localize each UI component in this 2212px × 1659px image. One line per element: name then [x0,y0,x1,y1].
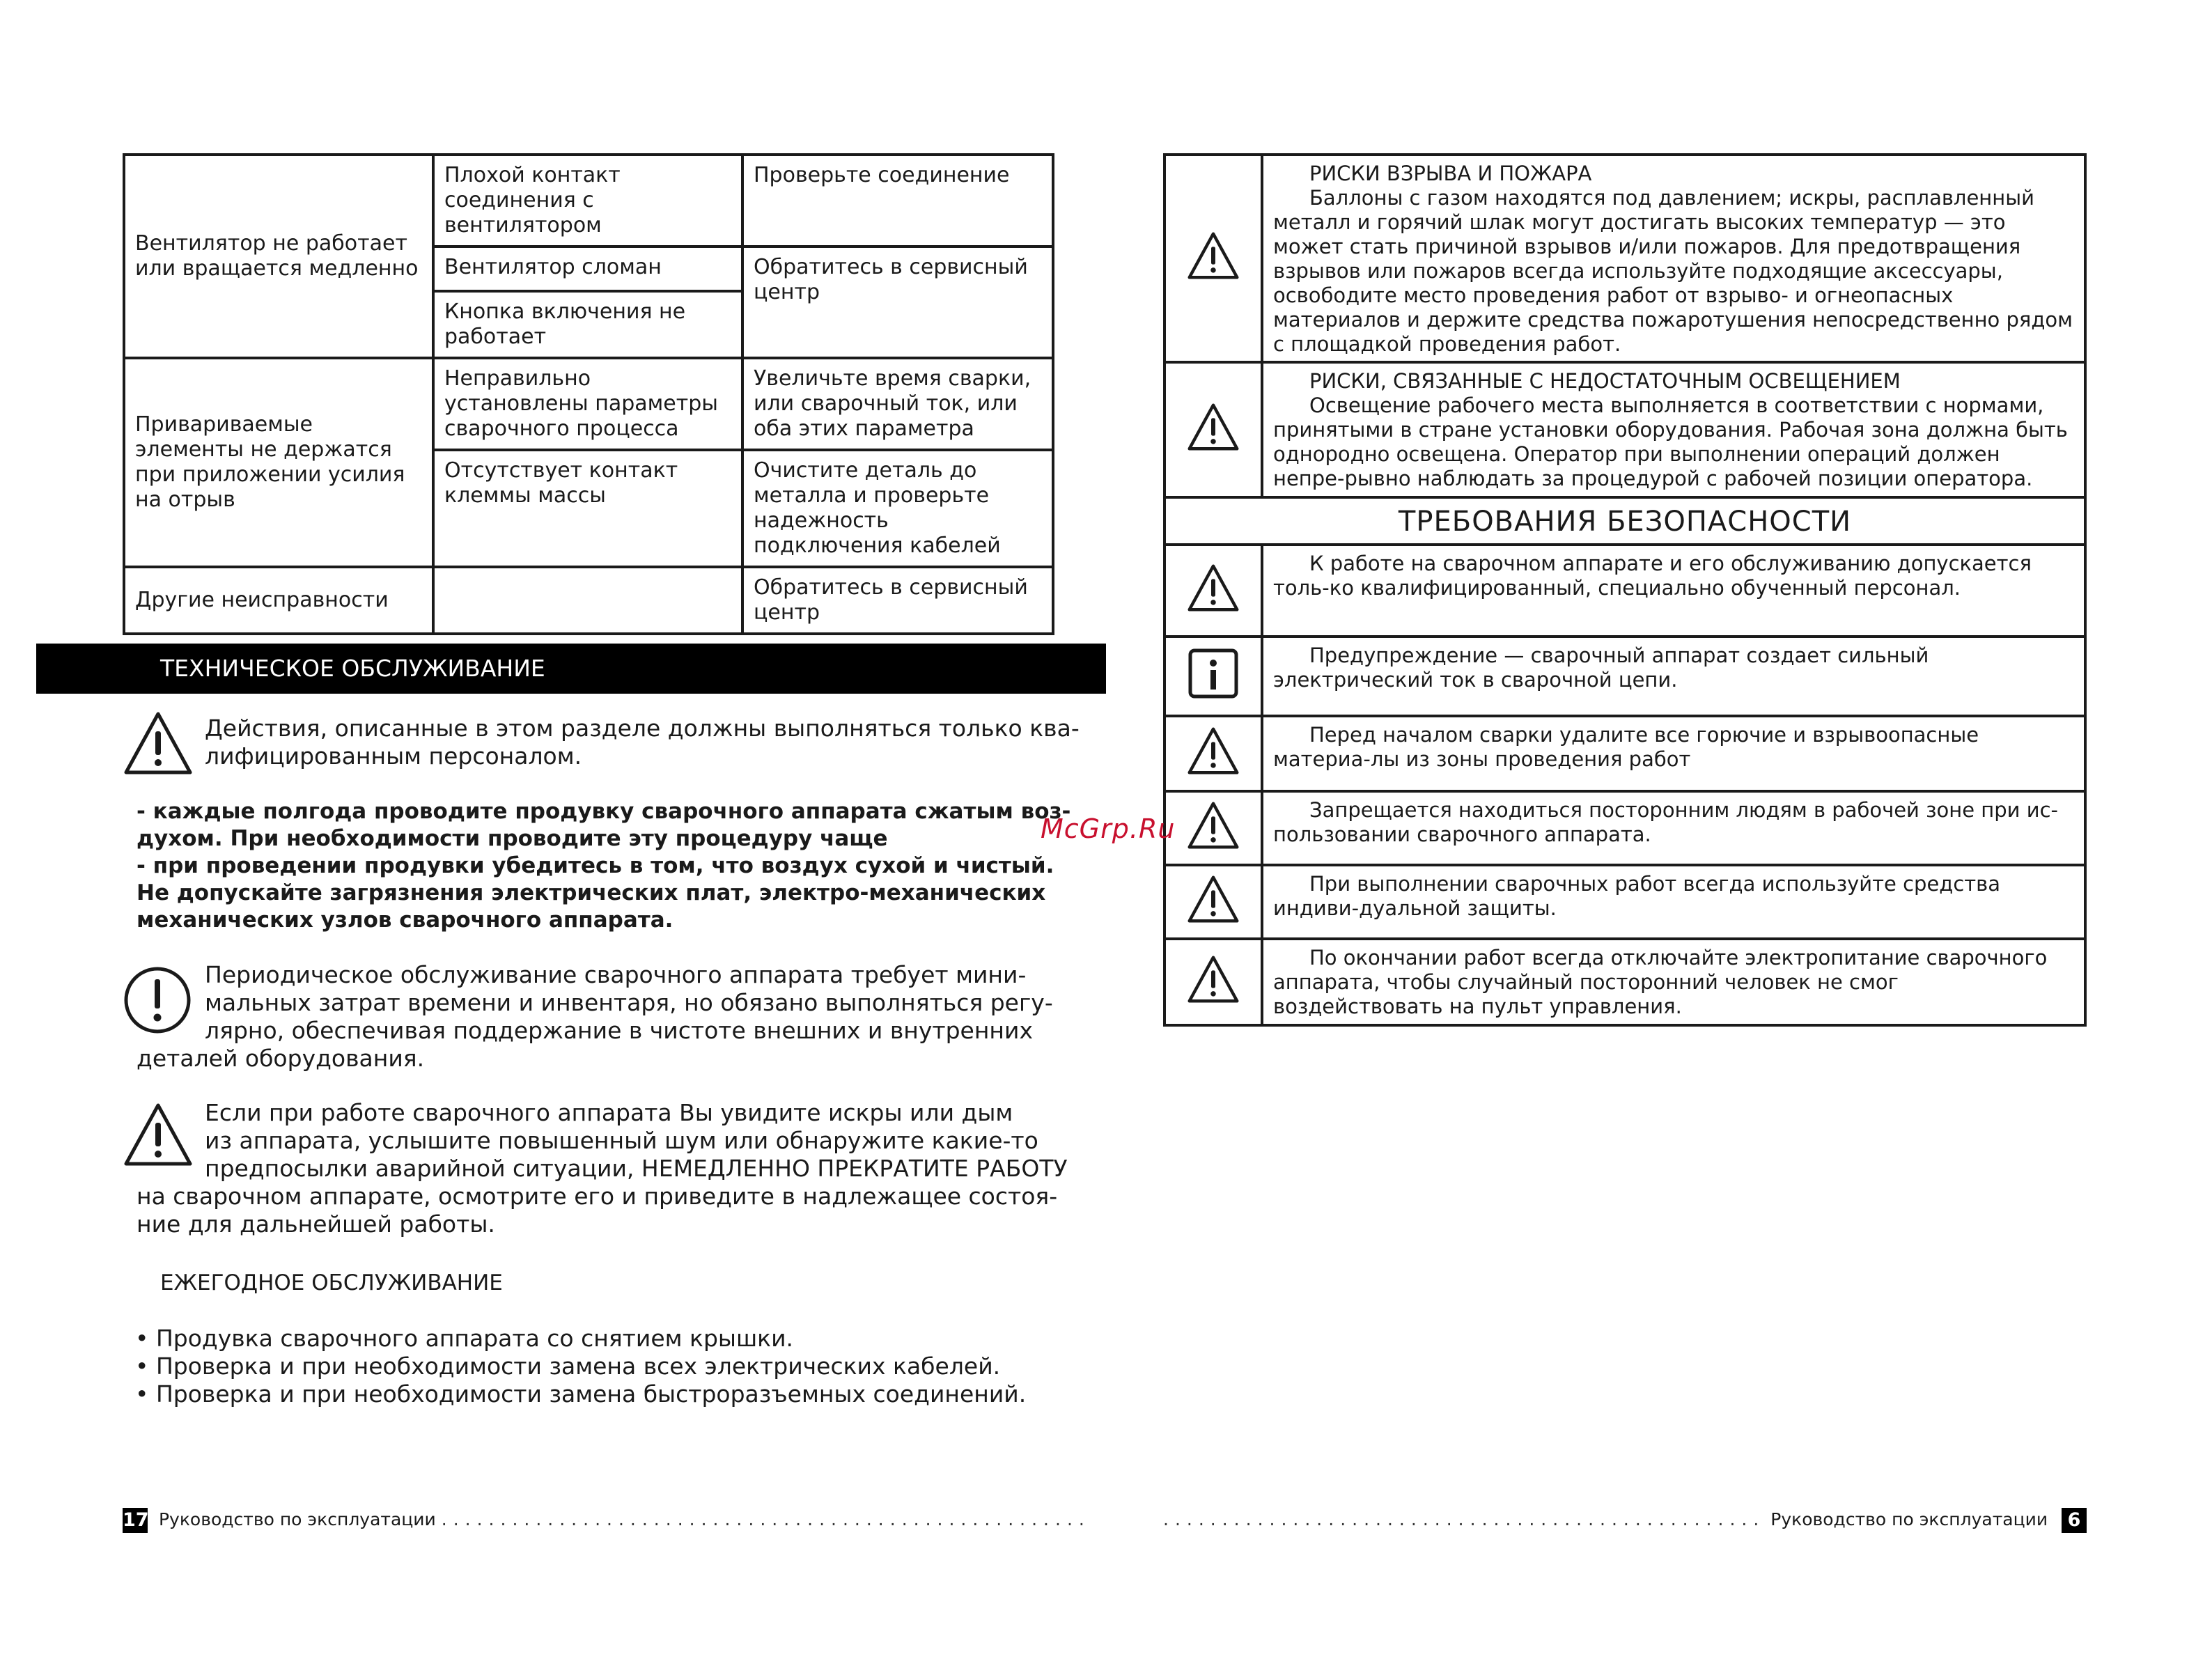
remedy-cell: Увеличьте время сварки, или сварочный ток, или оба этих параметра [742,358,1053,450]
text-line: духом. При необходимости проводите эту процедуру чаще [137,826,888,851]
troubleshooting-table [123,153,1054,635]
qualified-personnel-warning [205,715,1080,770]
safety-text: Запрещается находиться посторонним людям в рабочей зоне при ис-пользовании сварочного аппарата. [1273,798,2058,846]
list-item: • Продувка сварочного аппарата со снятием крышки. [135,1325,1026,1353]
blow-out-instructions [137,798,1070,934]
risk-text: Баллоны с газом находятся под давлением; искры, расплавленный металл и горячий шлак могут достигать высоких температур — это может стать причиной взрывов и/или пожаров. Для предотвращения взрывов или пожаров всегда используйте подходящие аксессуары, освободите место проведения работ от взрыво- и огнеопасных материалов и держите средства пожаротушения непосредственно рядом с площадкой проведения работ. [1273,186,2073,356]
safety-text: По окончании работ всегда отключайте электропитание сварочного аппарата, чтобы случайный посторонний человек не смог воздействовать на пульт управления. [1273,946,2048,1018]
footer-dots: ....................................................... [441,1509,1091,1529]
text-line: Если при работе сварочного аппарата Вы увидите искры или дым [205,1099,1013,1126]
table-row [1165,939,2085,1025]
safety-text: К работе на сварочном аппарате и его обслуживанию допускается толь-ко квалифицированный, специально обученный персонал. [1273,552,2032,600]
table-row [1165,637,2085,716]
text-line: механических узлов сварочного аппарата. [137,908,673,933]
text-line: предпосылки аварийной ситуации, НЕМЕДЛЕННО ПРЕКРАТИТЕ РАБОТУ [205,1155,1068,1182]
icon-cell [1165,362,1262,497]
icon-cell [1165,716,1262,791]
text-line: Действия, описанные в этом разделе должны выполняться только ква- [205,715,1080,742]
problem-cell: Вентилятор не работает или вращается медленно [124,155,433,358]
icon-cell [1165,865,1262,939]
page-number: 6 [2062,1508,2087,1533]
info-icon [1187,648,1239,699]
warning-triangle-icon [1186,801,1240,850]
cause-cell: Отсутствует контакт клеммы массы [433,450,742,567]
problem-cell: Привариваемые элементы не держатся при приложении усилия на отрыв [124,358,433,567]
emergency-stop-text [137,1099,1068,1238]
risk-cell [1262,362,2085,497]
text-line: - при проведении продувки убедитесь в том, что воздух сухой и чистый. [137,853,1054,878]
section-title: ТЕХНИЧЕСКОЕ ОБСЛУЖИВАНИЕ [160,655,545,682]
safety-requirements-title: ТРЕБОВАНИЯ БЕЗОПАСНОСТИ [1165,497,2085,545]
icon-cell [1165,939,1262,1025]
periodic-maintenance-text [137,961,1053,1073]
footer-label: Руководство по эксплуатации [158,1509,436,1529]
warning-triangle-icon [1186,403,1240,451]
safety-text: Предупреждение — сварочный аппарат создает сильный электрический ток в сварочной цепи. [1273,644,1929,692]
remedy-cell: Обратитесь в сервисный центр [742,247,1053,358]
text-line: Не допускайте загрязнения электрических плат, электро-механических [137,880,1046,905]
cause-cell: Кнопка включения не работает [433,291,742,358]
text-line: лифицированным персоналом. [205,742,582,770]
page-number: 17 [123,1508,148,1533]
table-row [1165,716,2085,791]
text-line: ние для дальнейшей работы. [137,1210,495,1238]
warning-triangle-icon [123,710,194,776]
text-line: на сварочном аппарате, осмотрите его и приведите в надлежащее состоя- [137,1183,1058,1210]
warning-triangle-icon [1186,231,1240,280]
icon-cell [1165,637,1262,716]
remedy-cell: Обратитесь в сервисный центр [742,567,1053,634]
safety-cell [1262,865,2085,939]
table-row [1165,497,2085,545]
remedy-cell: Очистите деталь до металла и проверьте надежность подключения кабелей [742,450,1053,567]
text-line: Периодическое обслуживание сварочного аппарата требует мини- [205,961,1027,988]
footer-dots: ................................................... [1163,1509,1766,1529]
safety-cell [1262,716,2085,791]
right-footer [1163,1507,2087,1533]
text-line: деталей оборудования. [137,1045,425,1072]
table-row [1165,865,2085,939]
safety-cell [1262,791,2085,865]
risk-text: Освещение рабочего места выполняется в соответствии с нормами, принятыми в стране установки оборудования. Рабочая зона должна быть однородно освещена. Оператор при выполнении операций должен непре-рывно наблюдать за процедурой с рабочей позиции оператора. [1273,394,2068,490]
warning-triangle-icon [1186,955,1240,1004]
text-line: лярно, обеспечивая поддержание в чистоте внешних и внутренних [205,1017,1033,1044]
table-row [1165,362,2085,497]
cause-cell [433,567,742,634]
table-row [1165,155,2085,362]
warning-triangle-icon [1186,726,1240,775]
safety-cell [1262,939,2085,1025]
safety-cell [1262,545,2085,637]
icon-cell [1165,155,1262,362]
remedy-cell: Проверьте соединение [742,155,1053,247]
icon-cell [1165,791,1262,865]
text-line: - каждые полгода проводите продувку сварочного аппарата сжатым воз- [137,799,1071,824]
table-row [1165,791,2085,865]
annual-maintenance-list [135,1325,1026,1408]
warning-triangle-icon [1186,563,1240,612]
risk-title: РИСКИ ВЗРЫВА И ПОЖАРА [1309,162,1592,185]
safety-cell [1262,637,2085,716]
text-line: из аппарата, услышите повышенный шум или обнаружите какие-то [205,1127,1038,1154]
icon-cell [1165,545,1262,637]
safety-text: При выполнении сварочных работ всегда используйте средства индиви-дуальной защиты. [1273,872,2001,920]
safety-table [1163,153,2087,1027]
cause-cell: Неправильно установлены параметры сварочного процесса [433,358,742,450]
cause-cell: Плохой контакт соединения с вентилятором [433,155,742,247]
problem-cell: Другие неисправности [124,567,433,634]
risk-title: РИСКИ, СВЯЗАННЫЕ С НЕДОСТАТОЧНЫМ ОСВЕЩЕНИЕМ [1309,369,1901,393]
text-line: мальных затрат времени и инвентаря, но обязано выполняться регу- [205,989,1053,1016]
warning-triangle-icon [1186,875,1240,924]
list-item: • Проверка и при необходимости замена всех электрических кабелей. [135,1353,1026,1380]
table-row [1165,545,2085,637]
cause-cell: Вентилятор сломан [433,247,742,291]
left-footer [123,1507,1091,1533]
safety-text: Перед началом сварки удалите все горючие и взрывоопасные материа-лы из зоны проведения работ [1273,723,1979,771]
annual-maintenance-title: ЕЖЕГОДНОЕ ОБСЛУЖИВАНИЕ [160,1270,503,1295]
footer-label: Руководство по эксплуатации [1770,1509,2048,1529]
list-item: • Проверка и при необходимости замена быстроразъемных соединений. [135,1380,1026,1408]
maintenance-section-header [36,644,1106,694]
risk-cell [1262,155,2085,362]
watermark-text: McGrp.Ru [1041,813,1176,844]
